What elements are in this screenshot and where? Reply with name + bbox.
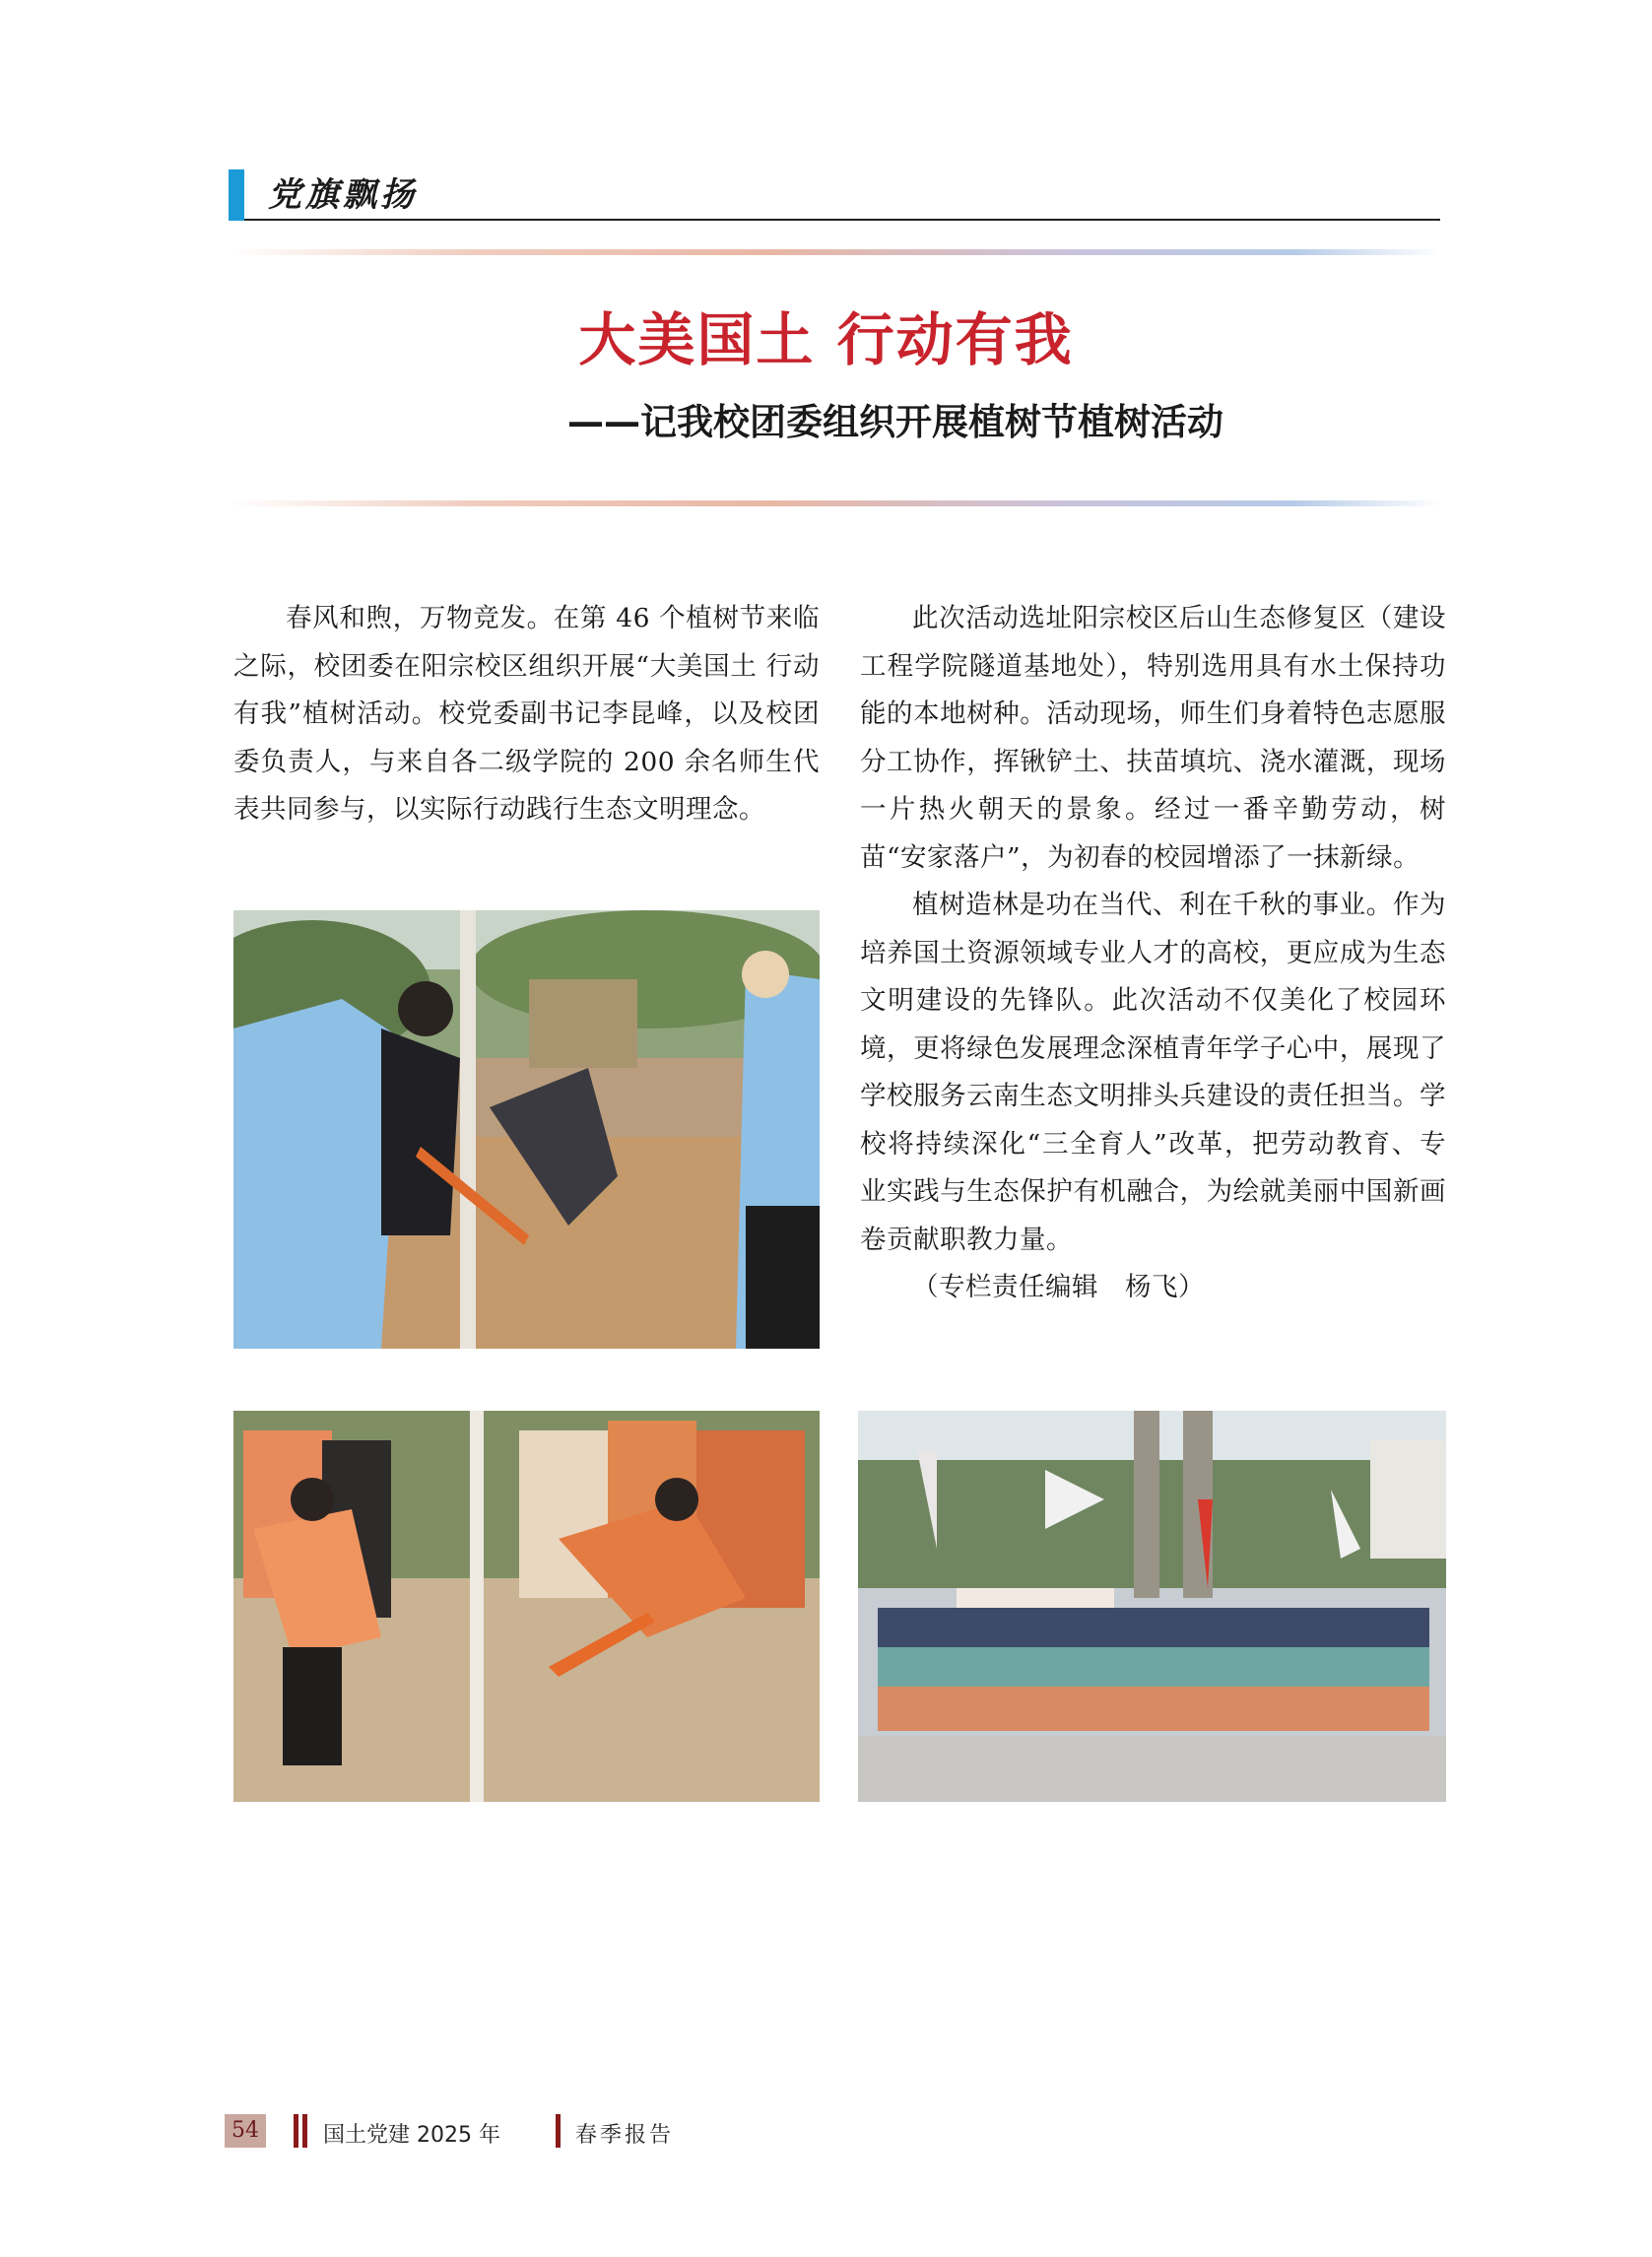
article-subtitle: ——记我校团委组织开展植树节植树活动 xyxy=(567,401,1223,443)
paragraph: 植树造林是功在当代、利在千秋的事业。作为培养国土资源领域专业人才的高校，更应成为生态文明建设的先锋队。此次活动不仅美化了校园环境，更将绿色发展理念深植青年学子心中，展现了学校服务云南生态文明排头兵建设的责任担当。学校将持续深化“三全育人”改革，把劳动教育、专业实践与生态保护有机融合，为绘就美丽中国新画卷贡献职教力量。 xyxy=(860,890,1446,1255)
journal-name: 国土党建 2025 年 xyxy=(323,2123,500,2148)
article-column-left xyxy=(233,595,820,834)
photo-students-planting xyxy=(233,1411,820,1802)
decorative-rule-top xyxy=(229,249,1440,255)
footer-double-bar xyxy=(294,2114,309,2148)
article-column-right xyxy=(860,595,1446,1312)
footer-divider xyxy=(556,2114,561,2148)
issue-name: 春季报告 xyxy=(575,2123,675,2148)
photo-tree-planting-shovel xyxy=(233,910,820,1349)
decorative-rule-bottom xyxy=(229,500,1440,506)
editor-note: （专栏责任编辑 杨飞） xyxy=(912,1272,1205,1302)
section-header xyxy=(229,166,1440,221)
section-title: 党旗飘扬 xyxy=(268,175,418,215)
paragraph: 春风和煦，万物竞发。在第 46 个植树节来临之际，校团委在阳宗校区组织开展“大美国土 行动有我”植树活动。校党委副书记李昆峰，以及校团委负责人，与来自各二级学院的 200 余名师生代表共同参与，以实际行动践行生态文明理念。 xyxy=(233,603,820,825)
section-accent-bar xyxy=(229,169,244,221)
photo-group-with-banners xyxy=(858,1411,1446,1802)
paragraph: 此次活动选址阳宗校区后山生态修复区（建设工程学院隧道基地处），特别选用具有水土保持功能的本地树种。活动现场，师生们身着特色志愿服分工协作，挥锹铲土、扶苗填坑、浇水灌溉，现场一片热火朝天的景象。经过一番辛勤劳动，树苗“安家落户”，为初春的校园增添了一抹新绿。 xyxy=(860,603,1446,873)
page-number: 54 xyxy=(225,2114,266,2148)
page-footer xyxy=(225,2114,1013,2154)
article-title: 大美国土 行动有我 xyxy=(578,306,1074,373)
